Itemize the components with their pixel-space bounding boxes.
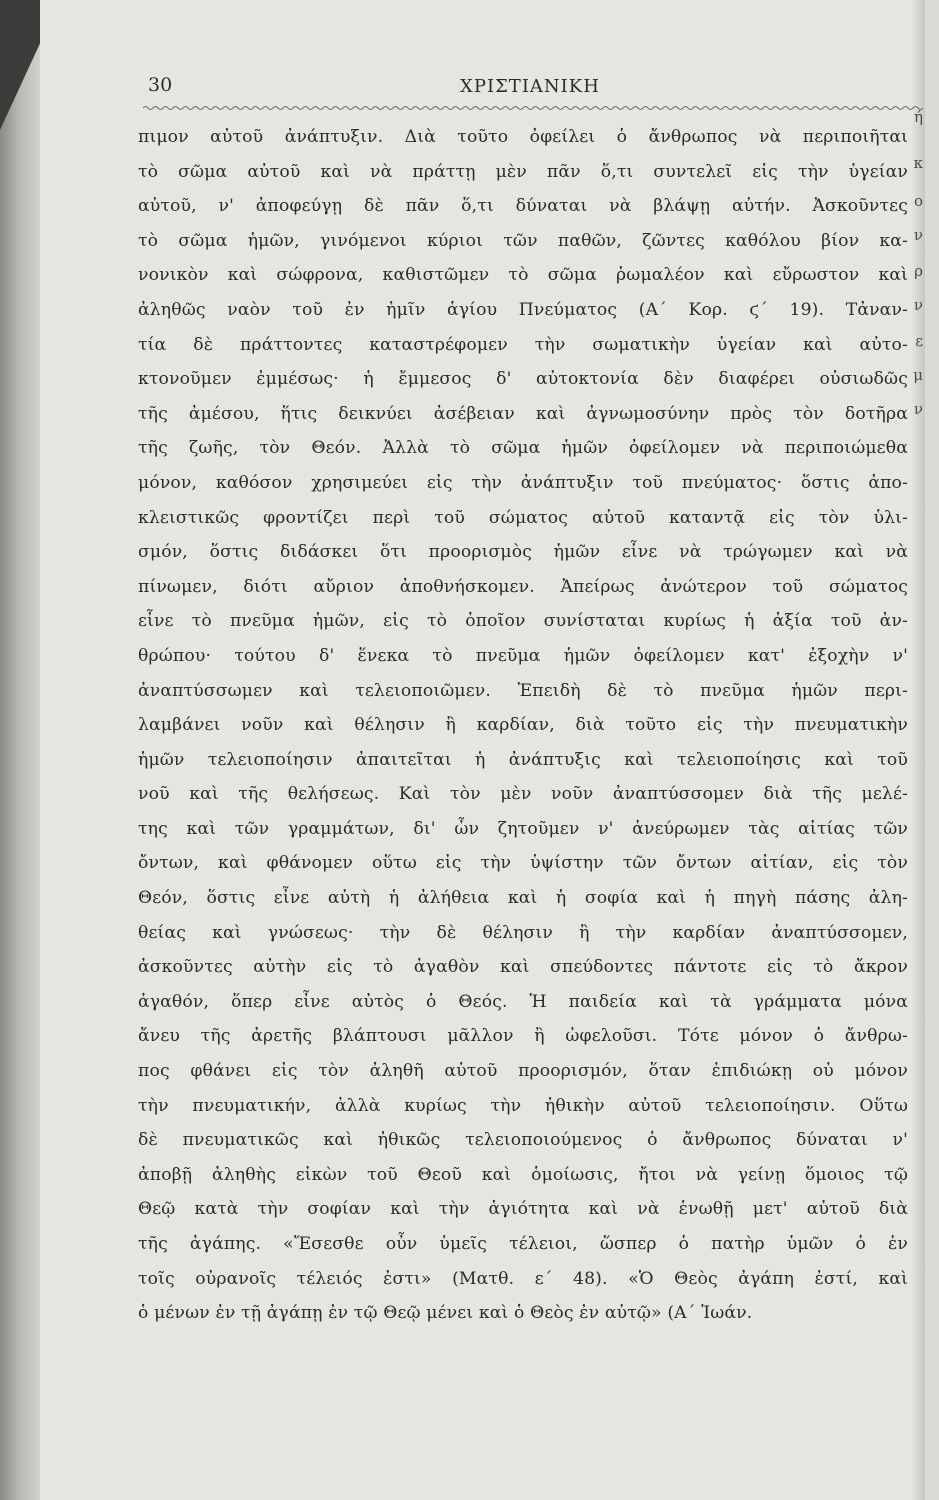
text-line: πος φθάνει εἰς τὸν ἀληθῆ αὐτοῦ προορισμόν, ὅταν ἐπιδιώκῃ οὐ μόνον xyxy=(138,1061,908,1082)
text-line: της καὶ τῶν γραμμάτων, δι' ὧν ζητοῦμεν ν' ἀνεύρωμεν τὰς αἰτίας τῶν xyxy=(138,818,908,839)
text-line: ἡμῶν τελειοποίησιν ἀπαιτεῖται ἡ ἀνάπτυξις καὶ τελειοποίησις καὶ τοῦ xyxy=(138,749,908,770)
edge-char: ο xyxy=(913,192,923,210)
text-line: δὲ πνευματικῶς καὶ ἠθικῶς τελειοποιούμενος ὁ ἄνθρωπος δύναται ν' xyxy=(138,1130,908,1151)
edge-char: ν xyxy=(913,296,923,314)
edge-char: ε xyxy=(915,332,923,350)
text-line: κτονοῦμεν ἐμμέσως· ἡ ἔμμεσος δ' αὐτοκτονία δὲν διαφέρει οὐσιωδῶς xyxy=(138,369,908,390)
text-line: ἀποβῇ ἀληθὴς εἰκὼν τοῦ Θεοῦ καὶ ὁμοίωσις, ἤτοι νὰ γείνῃ ὅμοιος τῷ xyxy=(138,1164,908,1185)
text-line: τοῖς οὐρανοῖς τέλειός ἐστι» (Ματθ. ε΄ 48). «Ὁ Θεὸς ἀγάπη ἐστί, καὶ xyxy=(138,1268,908,1289)
text-line: ἀληθῶς ναὸν τοῦ ἐν ἡμῖν ἁγίου Πνεύματος (Α΄ Κορ. ϛ΄ 19). Τἀναν- xyxy=(138,299,908,320)
text-line: ὄντων, καὶ φθάνομεν οὕτω εἰς τὴν ὑψίστην τῶν ὄντων αἰτίαν, εἰς τὸν xyxy=(138,853,908,874)
header-wavy-rule xyxy=(143,104,923,112)
text-line: τία δὲ πράττοντες καταστρέφομεν τὴν σωματικὴν ὑγείαν καὶ αὐτο- xyxy=(138,334,908,355)
text-line: αὐτοῦ, ν' ἀποφεύγῃ δὲ πᾶν ὅ,τι δύναται νὰ βλάψῃ αὐτήν. Ἀσκοῦντες xyxy=(138,196,908,217)
text-line: εἶνε τὸ πνεῦμα ἡμῶν, εἰς τὸ ὁποῖον συνίσταται κυρίως ἡ ἀξία τοῦ ἀν- xyxy=(138,611,908,632)
edge-char: ν xyxy=(913,226,923,244)
text-line: μόνον, καθόσον χρησιμεύει εἰς τὴν ἀνάπτυξιν τοῦ πνεύματος· ὅστις ἀπο- xyxy=(138,472,908,493)
page-number: 30 xyxy=(148,74,173,96)
text-line: ἀναπτύσσωμεν καὶ τελειοποιῶμεν. Ἐπειδὴ δὲ τὸ πνεῦμα ἡμῶν περι- xyxy=(138,680,908,701)
text-line: ἄνευ τῆς ἀρετῆς βλάπτουσι μᾶλλον ἢ ὠφελοῦσι. Τότε μόνον ὁ ἄνθρω- xyxy=(138,1026,908,1047)
text-line: Θεόν, ὅστις εἶνε αὐτὴ ἡ ἀλήθεια καὶ ἡ σοφία καὶ ἡ πηγὴ πάσης ἀλη- xyxy=(138,888,908,909)
text-line: ἀγαθόν, ὅπερ εἶνε αὐτὸς ὁ Θεός. Ἡ παιδεία καὶ τὰ γράμματα μόνα xyxy=(138,991,908,1012)
facing-page-edge xyxy=(911,0,925,1500)
text-line: Θεῷ κατὰ τὴν σοφίαν καὶ τὴν ἁγιότητα καὶ νὰ ἑνωθῇ μετ' αὐτοῦ διὰ xyxy=(138,1199,908,1220)
text-line: τὸ σῶμα ἡμῶν, γινόμενοι κύριοι τῶν παθῶν, ζῶντες καθόλου βίον κα- xyxy=(138,230,908,251)
text-line: τὸ σῶμα αὐτοῦ καὶ νὰ πράττῃ μὲν πᾶν ὅ,τι συντελεῖ εἰς τὴν ὑγείαν xyxy=(138,161,908,182)
text-line: λαμβάνει νοῦν καὶ θέλησιν ἢ καρδίαν, διὰ τοῦτο εἰς τὴν πνευματικὴν xyxy=(138,715,908,736)
text-line: πιμον αὐτοῦ ἀνάπτυξιν. Διὰ τοῦτο ὀφείλει ὁ ἄνθρωπος νὰ περιποιῆται xyxy=(138,127,908,147)
edge-char: ή xyxy=(914,108,923,126)
edge-char: ρ xyxy=(914,262,923,280)
page-header xyxy=(140,74,920,104)
edge-char: ν xyxy=(913,400,923,418)
text-line: νοῦ καὶ τῆς θελήσεως. Καὶ τὸν μὲν νοῦν ἀναπτύσσομεν διὰ τῆς μελέ- xyxy=(138,784,908,805)
text-line: κλειστικῶς φροντίζει περὶ τοῦ σώματος αὐτοῦ καταντᾷ εἰς τὸν ὑλι- xyxy=(138,507,908,528)
edge-char: κ xyxy=(913,154,923,172)
text-line: νονικὸν καὶ σώφρονα, καθιστῶμεν τὸ σῶμα ῥωμαλέον καὶ εὔρωστον καὶ xyxy=(138,265,908,286)
text-line: πίνωμεν, διότι αὔριον ἀποθνήσκομεν. Ἀπείρως ἀνώτερον τοῦ σώματος xyxy=(138,576,908,597)
text-line: τὴν πνευματικήν, ἀλλὰ κυρίως τὴν ἠθικὴν αὐτοῦ τελειοποίησιν. Οὕτω xyxy=(138,1095,908,1116)
running-title: ΧΡΙΣΤΙΑΝΙΚΗ xyxy=(460,76,600,97)
text-line: ἀσκοῦντες αὐτὴν εἰς τὸ ἀγαθὸν καὶ σπεύδοντες πάντοτε εἰς τὸ ἄκρον xyxy=(138,957,908,978)
text-line: τῆς ἀγάπης. «Ἔσεσθε οὖν ὑμεῖς τέλειοι, ὥσπερ ὁ πατὴρ ὑμῶν ὁ ἐν xyxy=(138,1234,908,1254)
text-line: θείας καὶ γνώσεως· τὴν δὲ θέλησιν ἢ τὴν καρδίαν ἀναπτύσσομεν, xyxy=(138,922,908,943)
text-line: ὁ μένων ἐν τῇ ἀγάπῃ ἐν τῷ Θεῷ μένει καὶ ὁ Θεὸς ἐν αὐτῷ» (Α΄ Ἰωάν. xyxy=(138,1303,753,1324)
body-text xyxy=(138,120,908,1331)
edge-char: μ xyxy=(913,366,923,384)
text-line: τῆς ἀμέσου, ἥτις δεικνύει ἀσέβειαν καὶ ἀγνωμοσύνην πρὸς τὸν δοτῆρα xyxy=(138,403,908,424)
text-line: τῆς ζωῆς, τὸν Θεόν. Ἀλλὰ τὸ σῶμα ἡμῶν ὀφείλομεν νὰ περιποιώμεθα xyxy=(138,438,908,459)
text-line: θρώπου· τούτου δ' ἕνεκα τὸ πνεῦμα ἡμῶν ὀφείλομεν κατ' ἐξοχὴν ν' xyxy=(138,645,908,666)
text-line: σμόν, ὅστις διδάσκει ὅτι προορισμὸς ἡμῶν εἶνε νὰ τρώγωμεν καὶ νὰ xyxy=(138,542,908,563)
